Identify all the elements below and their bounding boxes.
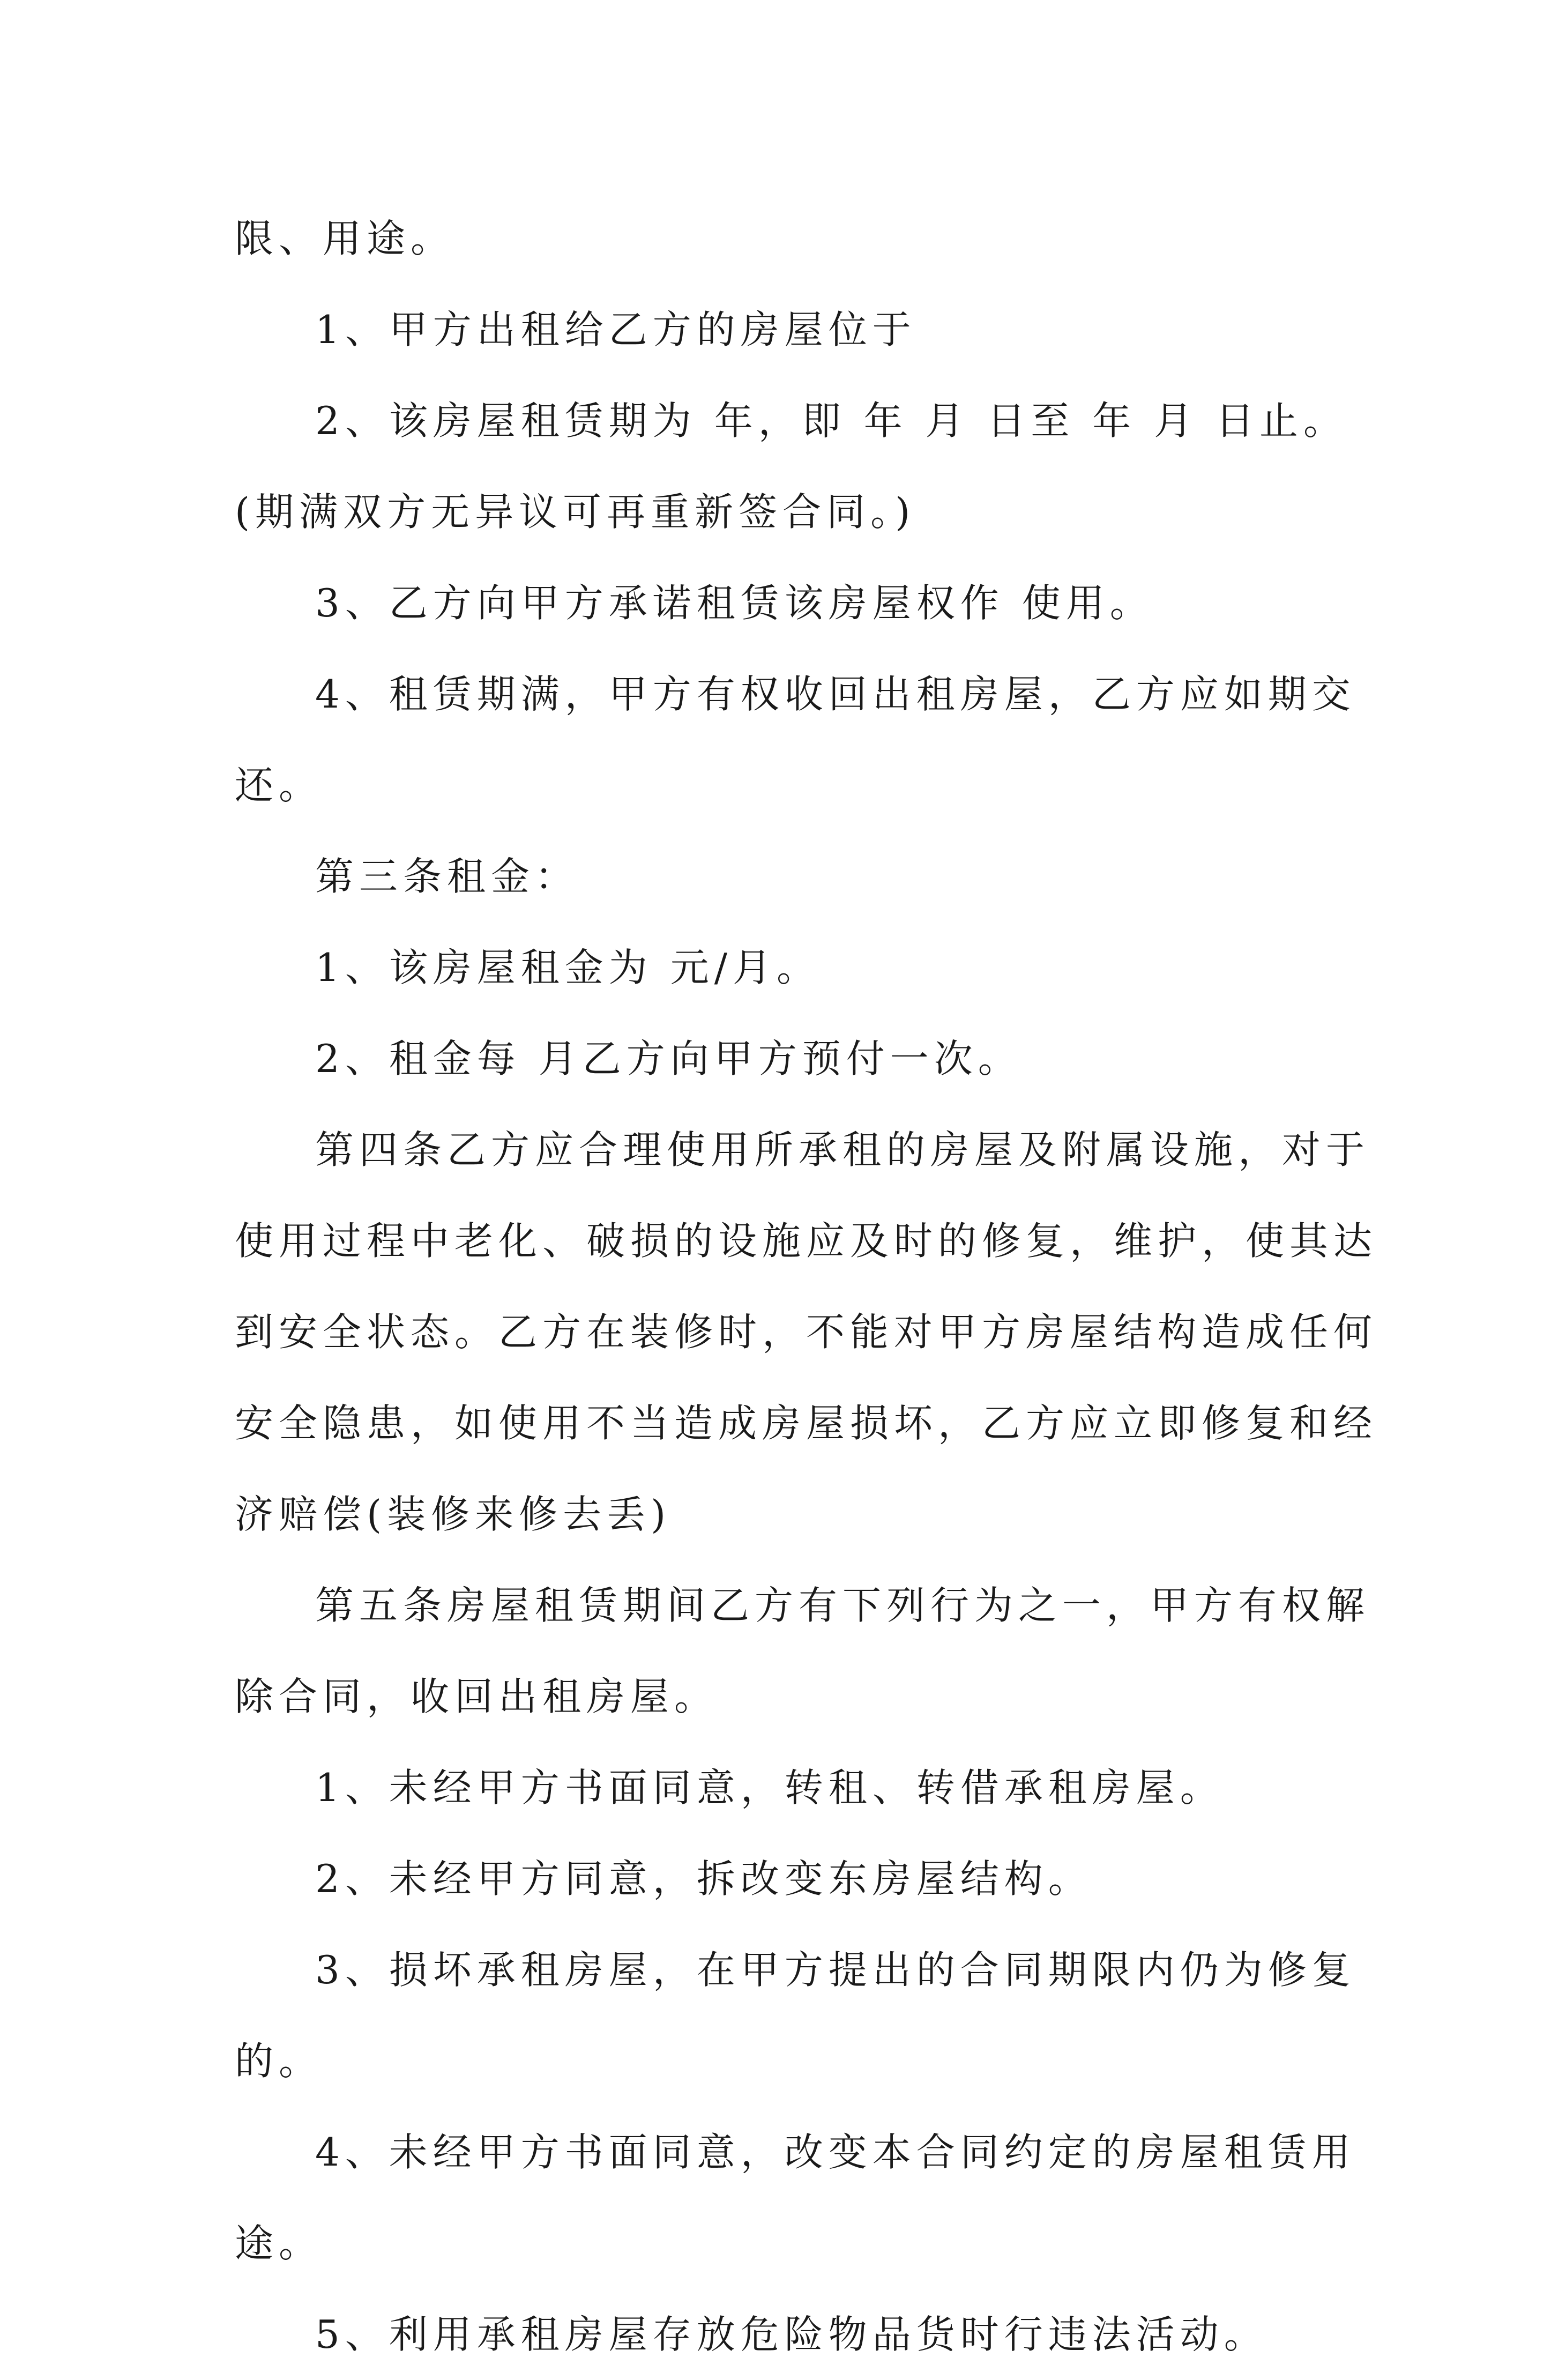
text-line: 2、租金每 月乙方向甲方预付一次。 xyxy=(315,1036,1022,1081)
text-line: 5、利用承租房屋存放危险物品货时行违法活动。 xyxy=(315,2312,1268,2357)
text-line: 2、未经甲方同意，拆改变东房屋结构。 xyxy=(315,1856,1092,1901)
text-line: 使用过程中老化、破损的设施应及时的修复，维护，使其达 xyxy=(235,1218,1378,1263)
text-line: 第五条房屋租赁期间乙方有下列行为之一，甲方有权解 xyxy=(315,1583,1370,1628)
text-line: 的。 xyxy=(235,2039,323,2084)
text-line: 3、损坏承租房屋，在甲方提出的合同期限内仍为修复 xyxy=(315,1947,1356,1992)
text-line: 济赔偿(装修来修去丢) xyxy=(235,1492,672,1537)
text-line: 4、租赁期满，甲方有权收回出租房屋，乙方应如期交 xyxy=(315,672,1356,717)
text-line: 1、甲方出租给乙方的房屋位于 xyxy=(315,307,916,352)
text-line: 除合同，收回出租房屋。 xyxy=(235,1674,719,1719)
text-line: 1、该房屋租金为 元/月。 xyxy=(315,945,821,990)
text-line: 安全隐患，如使用不当造成房屋损坏，乙方应立即修复和经 xyxy=(235,1401,1378,1446)
text-line: 限、用途。 xyxy=(235,216,455,261)
text-line: 到安全状态。乙方在装修时，不能对甲方房屋结构造成任何 xyxy=(235,1310,1378,1355)
text-line: 途。 xyxy=(235,2221,323,2266)
text-line: 3、乙方向甲方承诺租赁该房屋权作 使用。 xyxy=(315,581,1154,626)
text-line: (期满双方无异议可再重新签合同。) xyxy=(235,489,916,534)
text-line: 1、未经甲方书面同意，转租、转借承租房屋。 xyxy=(315,1765,1224,1810)
text-line: 第四条乙方应合理使用所承租的房屋及附属设施，对于 xyxy=(315,1127,1370,1172)
text-line: 4、未经甲方书面同意，改变本合同约定的房屋租赁用 xyxy=(315,2130,1356,2175)
text-line: 还。 xyxy=(235,763,323,808)
document-body xyxy=(235,193,1378,2380)
text-line: 2、该房屋租赁期为 年，即 年 月 日至 年 月 日止。 xyxy=(315,398,1348,443)
text-line: 第三条租金： xyxy=(315,854,579,899)
